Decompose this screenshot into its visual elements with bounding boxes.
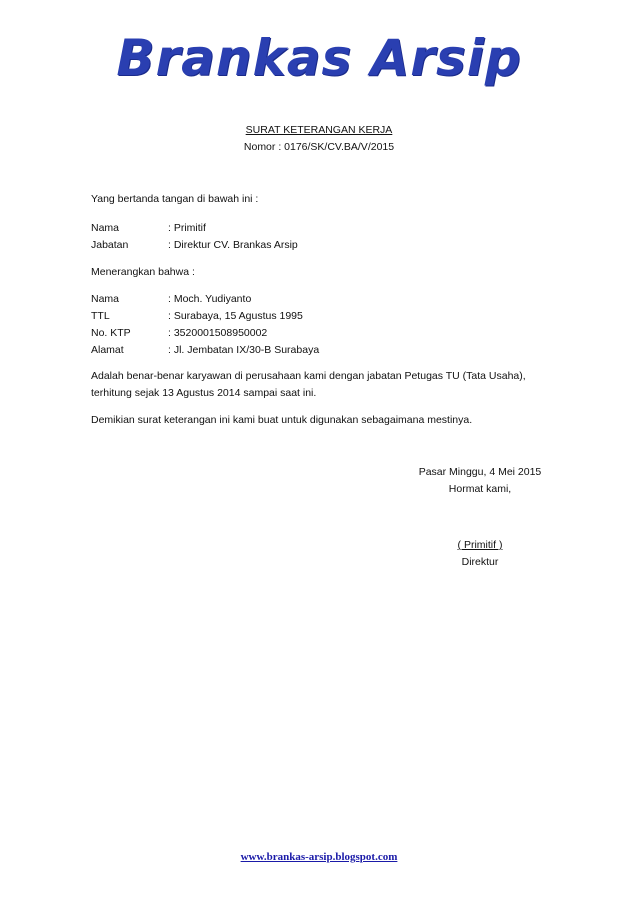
signer-name-value: : Primitif xyxy=(168,222,206,234)
employee-address-label: Alamat xyxy=(91,344,124,356)
signer-position-label: Jabatan xyxy=(91,239,129,251)
employee-ktp-label: No. KTP xyxy=(91,327,131,339)
employee-ttl-label: TTL xyxy=(91,310,110,322)
employee-ktp-row xyxy=(91,327,267,339)
intro-text: Yang bertanda tangan di bawah ini : xyxy=(91,193,259,205)
statement-intro: Menerangkan bahwa : xyxy=(91,266,195,278)
signer-signature-name: ( Primitif ) xyxy=(457,539,503,551)
employee-ttl-row xyxy=(91,310,303,322)
signer-position-value: : Direktur CV. Brankas Arsip xyxy=(168,239,298,251)
employee-name-value: : Moch. Yudiyanto xyxy=(168,293,252,305)
employee-ttl-value: : Surabaya, 15 Agustus 1995 xyxy=(168,310,303,322)
signer-name-label: Nama xyxy=(91,222,120,234)
footer-url-link[interactable]: www.brankas-arsip.blogspot.com xyxy=(240,851,398,863)
regards: Hormat kami, xyxy=(448,483,512,495)
body-line-2: terhitung sejak 13 Agustus 2014 sampai saat ini. xyxy=(91,387,317,399)
letter-number: Nomor : 0176/SK/CV.BA/V/2015 xyxy=(243,141,395,153)
closing-text: Demikian surat keterangan ini kami buat untuk digunakan sebagaimana mestinya. xyxy=(91,414,473,426)
signer-signature-position: Direktur xyxy=(461,556,499,568)
employee-name-row xyxy=(91,293,251,305)
place-date: Pasar Minggu, 4 Mei 2015 xyxy=(418,466,542,478)
letter-title: SURAT KETERANGAN KERJA xyxy=(245,124,393,136)
logo-wordmark: Brankas Arsip xyxy=(116,29,522,87)
employee-address-row xyxy=(91,344,319,356)
body-line-1: Adalah benar-benar karyawan di perusahaan kami dengan jabatan Petugas TU (Tata Usaha), xyxy=(91,370,526,382)
employee-address-value: : Jl. Jembatan IX/30-B Surabaya xyxy=(168,344,320,356)
signer-name-row xyxy=(91,222,206,234)
employee-name-label: Nama xyxy=(91,293,120,305)
signer-position-row xyxy=(91,239,298,251)
employee-ktp-value: : 3520001508950002 xyxy=(168,327,268,339)
